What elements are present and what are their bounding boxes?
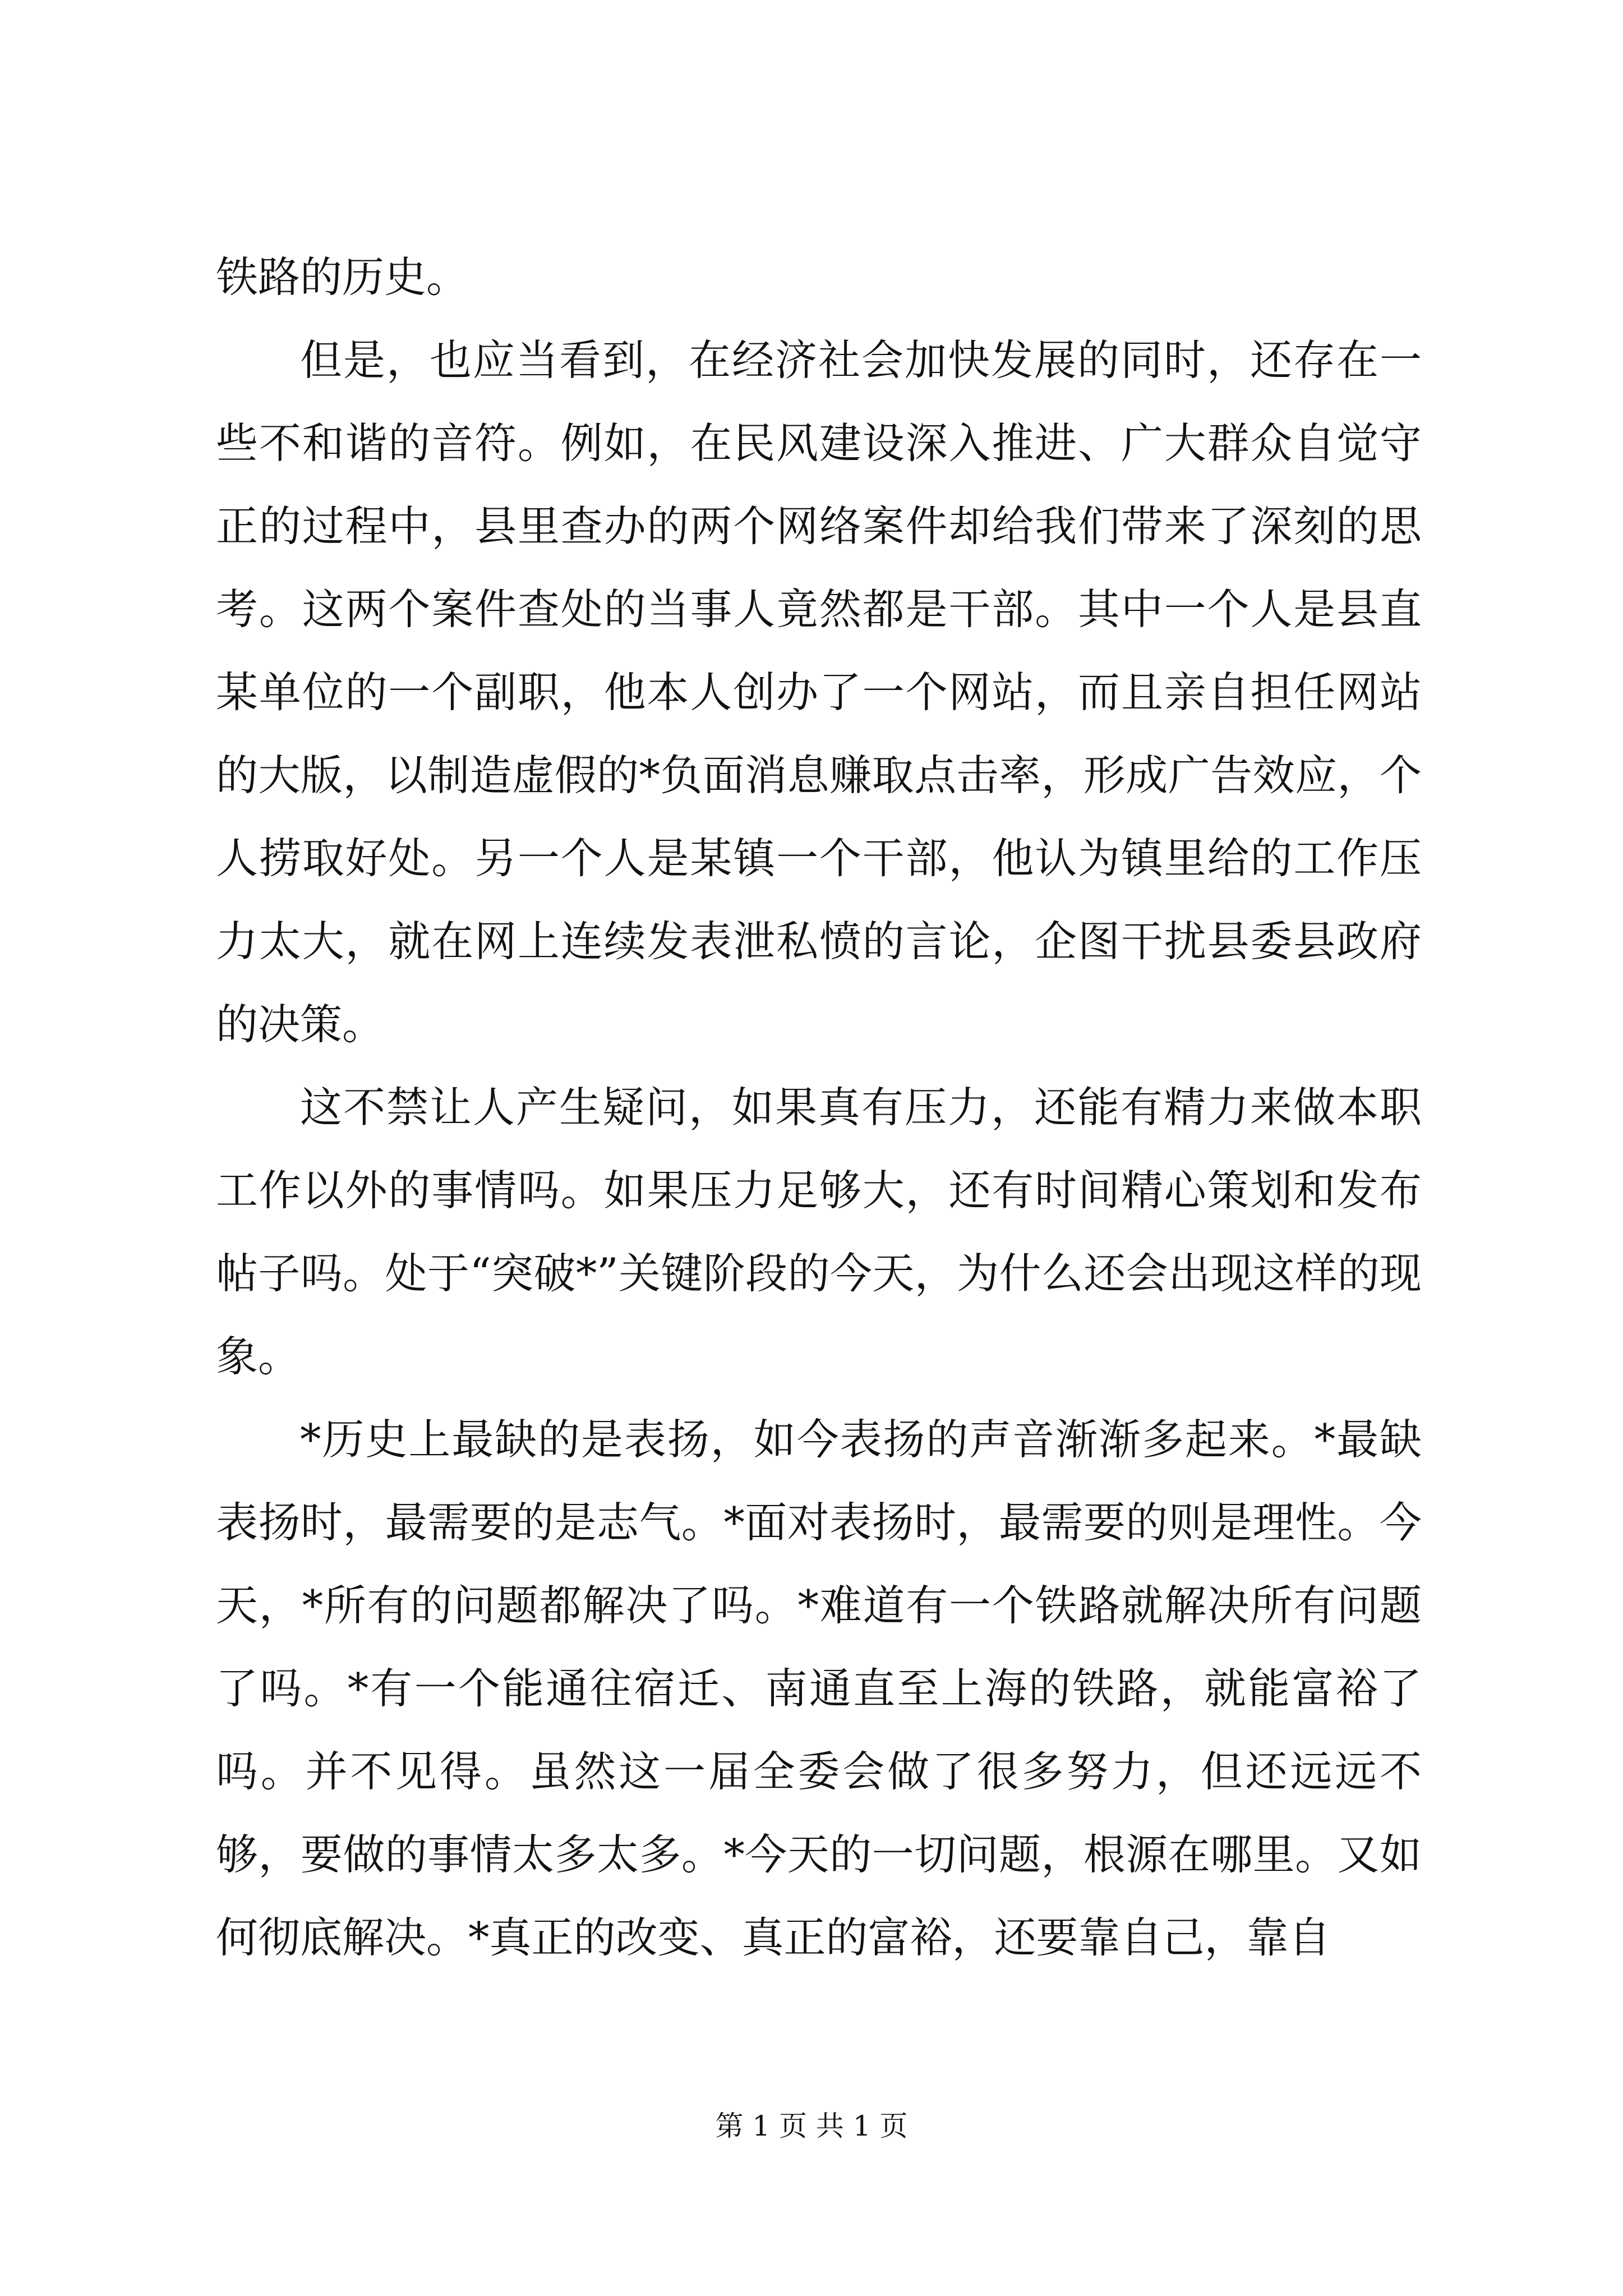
- document-body: [216, 236, 1422, 1979]
- paragraph-2: 但是，也应当看到，在经济社会加快发展的同时，还存在一些不和谐的音符。例如，在民风建设深入推进、广大群众自觉守正的过程中，县里查办的两个网络案件却给我们带来了深刻的思考。这两个案件查处的当事人竟然都是干部。其中一个人是县直某单位的一个副职，他本人创办了一个网站，而且亲自担任网站的大版，以制造虚假的*负面消息赚取点击率，形成广告效应，个人捞取好处。另一个人是某镇一个干部，他认为镇里给的工作压力太大，就在网上连续发表泄私愤的言论，企图干扰县委县政府的决策。: [216, 335, 1422, 1049]
- paragraph-1: 铁路的历史。: [216, 252, 469, 302]
- page-footer: 第 1 页 共 1 页: [715, 2110, 908, 2142]
- paragraph-4: *历史上最缺的是表扬，如今表扬的声音渐渐多起来。*最缺表扬时，最需要的是志气。*面对表扬时，最需要的则是理性。今天，*所有的问题都解决了吗。*难道有一个铁路就解决所有问题了吗。*有一个能通往宿迁、南通直至上海的铁路，就能富裕了吗。并不见得。虽然这一届全委会做了很多努力，但还远远不够，要做的事情太多太多。*今天的一切问题，根源在哪里。又如何彻底解决。*真正的改变、真正的富裕，还要靠自己，靠自: [216, 1415, 1422, 1962]
- paragraph-3: 这不禁让人产生疑问，如果真有压力，还能有精力来做本职工作以外的事情吗。如果压力足够大，还有时间精心策划和发布帖子吗。处于“突破*”关键阶段的今天，为什么还会出现这样的现象。: [216, 1083, 1422, 1381]
